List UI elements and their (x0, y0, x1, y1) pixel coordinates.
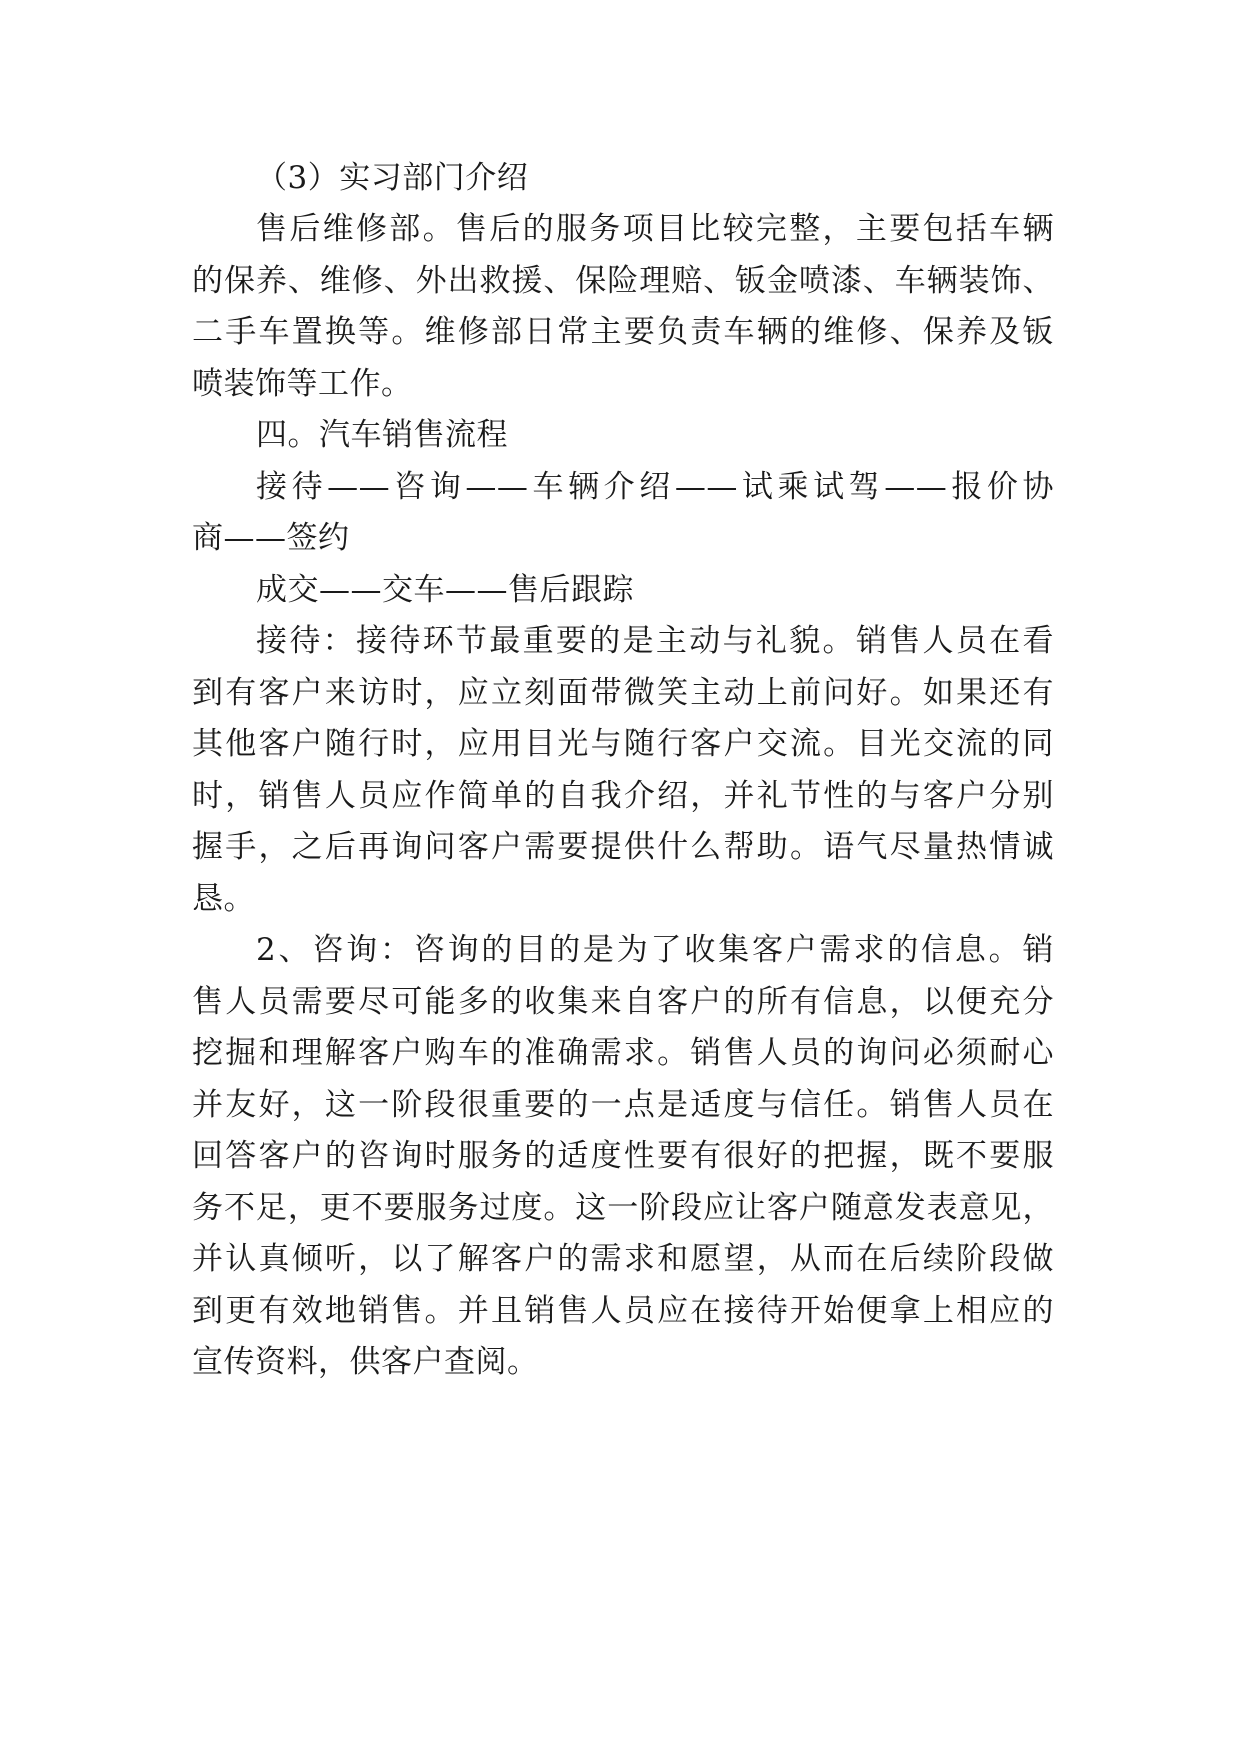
paragraph-line: 2、咨询：咨询的目的是为了收集客户需求的信息。销 (256, 932, 1054, 968)
paragraph-line: 其他客户随行时，应用目光与随行客户交流。目光交流的同 (192, 726, 1054, 762)
paragraph-line: 的保养、维修、外出救援、保险理赔、钣金喷漆、车辆装饰、 (192, 263, 1054, 299)
paragraph-line: 挖掘和理解客户购车的准确需求。销售人员的询问必须耐心 (192, 1035, 1054, 1071)
paragraph-line: 喷装饰等工作。 (192, 366, 413, 402)
paragraph-line: 商——签约 (192, 520, 350, 556)
paragraph-line: 接待——咨询——车辆介绍——试乘试驾——报价协 (256, 469, 1054, 505)
paragraph-line: 到更有效地销售。并且销售人员应在接待开始便拿上相应的 (192, 1293, 1054, 1329)
section-heading-sales-process: 四。汽车销售流程 (256, 417, 508, 453)
paragraph-line: 回答客户的咨询时服务的适度性要有很好的把握，既不要服 (192, 1138, 1054, 1174)
section-heading-internship-department: （3）实习部门介绍 (256, 160, 529, 196)
paragraph-line: 并认真倾听，以了解客户的需求和愿望，从而在后续阶段做 (192, 1241, 1054, 1277)
paragraph-line: 宣传资料，供客户查阅。 (192, 1344, 539, 1380)
paragraph-line: 成交——交车——售后跟踪 (256, 572, 634, 608)
paragraph-line: 接待：接待环节最重要的是主动与礼貌。销售人员在看 (256, 623, 1054, 659)
paragraph-line: 售人员需要尽可能多的收集来自客户的所有信息，以便充分 (192, 984, 1054, 1020)
paragraph-line: 恳。 (192, 881, 255, 917)
paragraph-line: 二手车置换等。维修部日常主要负责车辆的维修、保养及钣 (192, 314, 1054, 350)
paragraph-line: 握手，之后再询问客户需要提供什么帮助。语气尽量热情诚 (192, 829, 1054, 865)
paragraph-line: 务不足，更不要服务过度。这一阶段应让客户随意发表意见， (192, 1190, 1054, 1226)
paragraph-line: 售后维修部。售后的服务项目比较完整，主要包括车辆 (256, 211, 1054, 247)
paragraph-line: 到有客户来访时，应立刻面带微笑主动上前问好。如果还有 (192, 675, 1054, 711)
paragraph-line: 并友好，这一阶段很重要的一点是适度与信任。销售人员在 (192, 1087, 1054, 1123)
paragraph-line: 时，销售人员应作简单的自我介绍，并礼节性的与客户分别 (192, 778, 1054, 814)
